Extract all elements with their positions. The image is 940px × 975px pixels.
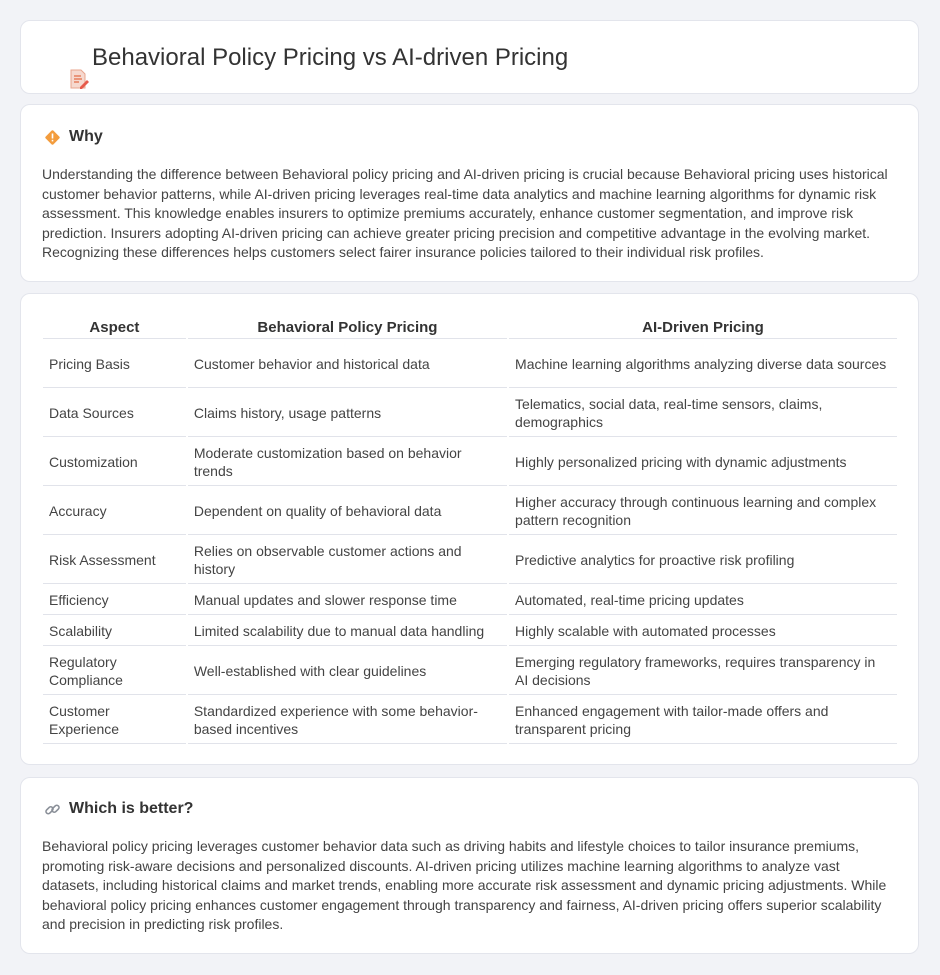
document-pencil-icon	[68, 68, 90, 90]
behavioral-cell: Moderate customization based on behavior trends	[188, 439, 507, 486]
table-row	[43, 617, 897, 646]
behavioral-cell: Dependent on quality of behavioral data	[188, 488, 507, 535]
aspect-cell: Customer Experience	[43, 697, 186, 744]
behavioral-cell: Customer behavior and historical data	[188, 341, 507, 388]
link-icon	[44, 801, 61, 818]
table-row	[43, 439, 897, 486]
aspect-cell: Customization	[43, 439, 186, 486]
comparison-table	[41, 315, 899, 746]
behavioral-cell: Relies on observable customer actions and history	[188, 537, 507, 584]
aspect-cell: Data Sources	[43, 390, 186, 437]
aspect-cell: Risk Assessment	[43, 537, 186, 584]
better-text: Behavioral policy pricing leverages customer behavior data such as driving habits and lifestyle choices to tailor insurance premiums, promoting risk-aware decisions and personalized discounts. AI-driven pricing utilizes machine learning algorithms to analyze vast datasets, including historical claims and market trends, enabling more accurate risk assessment and dynamic pricing adjustments. While behavioral policy pricing enhances customer engagement through transparency and fairness, AI-driven pricing offers superior scalability and precision in predicting risk profiles.	[42, 838, 887, 932]
column-header: Aspect	[43, 317, 186, 339]
ai-cell: Machine learning algorithms analyzing diverse data sources	[509, 341, 897, 388]
warning-diamond-icon	[44, 129, 61, 146]
ai-cell: Emerging regulatory frameworks, requires transparency in AI decisions	[509, 648, 897, 695]
aspect-cell: Efficiency	[43, 586, 186, 615]
comparison-section	[20, 293, 919, 765]
behavioral-cell: Well-established with clear guidelines	[188, 648, 507, 695]
behavioral-cell: Manual updates and slower response time	[188, 586, 507, 615]
table-row	[43, 488, 897, 535]
ai-cell: Highly personalized pricing with dynamic adjustments	[509, 439, 897, 486]
table-row	[43, 390, 897, 437]
ai-cell: Highly scalable with automated processes	[509, 617, 897, 646]
ai-cell: Automated, real-time pricing updates	[509, 586, 897, 615]
table-row	[43, 537, 897, 584]
table-header-row	[43, 317, 897, 339]
column-header: Behavioral Policy Pricing	[188, 317, 507, 339]
behavioral-cell: Standardized experience with some behavior-based incentives	[188, 697, 507, 744]
why-heading: Why	[69, 128, 103, 145]
why-header	[44, 128, 103, 146]
why-section	[20, 104, 919, 282]
aspect-cell: Accuracy	[43, 488, 186, 535]
ai-cell: Enhanced engagement with tailor-made offers and transparent pricing	[509, 697, 897, 744]
table-row	[43, 586, 897, 615]
title-card	[20, 20, 919, 94]
why-text: Understanding the difference between Behavioral policy pricing and AI-driven pricing is crucial because Behavioral pricing uses historical customer behavior patterns, while AI-driven pricing leverages real-time data analytics and machine learning algorithms for dynamic risk assessment. This knowledge enables insurers to optimize premiums accurately, enhance customer segmentation, and improve risk prediction. Insurers adopting AI-driven pricing can achieve greater pricing precision and competitive advantage in the evolving market. Recognizing these differences helps customers select fairer insurance policies tailored to their individual risk profiles.	[42, 166, 888, 260]
better-heading: Which is better?	[69, 800, 194, 817]
aspect-cell: Scalability	[43, 617, 186, 646]
aspect-cell: Pricing Basis	[43, 341, 186, 388]
table-row	[43, 697, 897, 744]
table-row	[43, 648, 897, 695]
table-row	[43, 341, 897, 388]
ai-cell: Predictive analytics for proactive risk profiling	[509, 537, 897, 584]
which-is-better-section	[20, 777, 919, 954]
aspect-cell: Regulatory Compliance	[43, 648, 186, 695]
column-header: AI-Driven Pricing	[509, 317, 897, 339]
ai-cell: Telematics, social data, real-time sensors, claims, demographics	[509, 390, 897, 437]
page-title: Behavioral Policy Pricing vs AI-driven Pricing	[92, 44, 569, 71]
ai-cell: Higher accuracy through continuous learning and complex pattern recognition	[509, 488, 897, 535]
better-header	[44, 800, 193, 818]
behavioral-cell: Claims history, usage patterns	[188, 390, 507, 437]
behavioral-cell: Limited scalability due to manual data handling	[188, 617, 507, 646]
